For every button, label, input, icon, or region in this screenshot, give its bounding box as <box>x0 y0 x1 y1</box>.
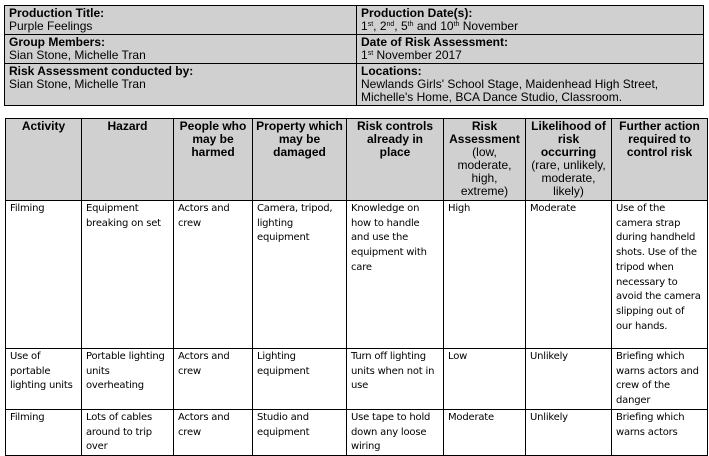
cell-further-action: Briefing which warns actors and crew of the danger <box>612 349 708 410</box>
assessment-date-value: 1st November 2017 <box>361 48 462 62</box>
cell-property: Lighting equipment <box>253 349 347 410</box>
cell-people: Actors and crew <box>174 201 253 349</box>
cell-hazard: Portable lighting units overheating <box>82 349 174 410</box>
conducted-by-cell <box>5 64 357 106</box>
cell-activity: Filming <box>6 409 82 455</box>
cell-activity: Use of portable lighting units <box>6 349 82 410</box>
cell-people: Actors and crew <box>174 409 253 455</box>
locations-line-2: Michelle's Home, BCA Dance Studio, Classroom. <box>361 90 623 104</box>
production-title-label: Production Title: <box>9 6 105 20</box>
conducted-by-value: Sian Stone, Michelle Tran <box>9 77 146 91</box>
production-title-cell <box>5 6 357 35</box>
cell-further-action: Use of the camera strap during handheld shots. Use of the tripod when necessary to avoid the camera slipping out of our hands. <box>612 201 708 349</box>
cell-controls: Knowledge on how to handle and use the equipment with care <box>347 201 444 349</box>
cell-assessment: Low <box>444 349 526 410</box>
header-likelihood: Likelihood of risk occurring (rare, unlikely, moderate, likely) <box>526 119 612 201</box>
production-dates-label: Production Date(s): <box>361 6 473 20</box>
group-members-cell <box>5 35 357 64</box>
cell-hazard: Equipment breaking on set <box>82 201 174 349</box>
group-members-value: Sian Stone, Michelle Tran <box>9 48 146 62</box>
cell-assessment: Moderate <box>444 409 526 455</box>
header-further-action: Further action required to control risk <box>612 119 708 201</box>
cell-controls: Turn off lighting units when not in use <box>347 349 444 410</box>
group-members-label: Group Members: <box>9 35 106 49</box>
cell-activity: Filming <box>6 201 82 349</box>
production-dates-value: 1st, 2nd, 5th and 10th November <box>361 19 519 33</box>
production-title-value: Purple Feelings <box>9 19 93 33</box>
cell-assessment: High <box>444 201 526 349</box>
cell-property: Camera, tripod, lighting equipment <box>253 201 347 349</box>
header-property-damaged: Property which may be damaged <box>253 119 347 201</box>
cell-controls: Use tape to hold down any loose wiring <box>347 409 444 455</box>
cell-people: Actors and crew <box>174 349 253 410</box>
conducted-by-label: Risk Assessment conducted by: <box>9 64 194 78</box>
cell-likelihood: Unlikely <box>526 409 612 455</box>
assessment-date-cell <box>357 35 704 64</box>
cell-property: Studio and equipment <box>253 409 347 455</box>
cell-likelihood: Moderate <box>526 201 612 349</box>
header-hazard: Hazard <box>82 119 174 201</box>
cell-likelihood: Unlikely <box>526 349 612 410</box>
header-people-harmed: People who may be harmed <box>174 119 253 201</box>
risk-assessment-table <box>5 118 708 456</box>
cell-hazard: Lots of cables around to trip over <box>82 409 174 455</box>
assessment-date-label: Date of Risk Assessment: <box>361 35 508 49</box>
header-activity: Activity <box>6 119 82 201</box>
production-dates-cell <box>357 6 704 35</box>
locations-cell <box>357 64 704 106</box>
production-info-table <box>4 5 704 106</box>
cell-further-action: Briefing which warns actors <box>612 409 708 455</box>
header-risk-assessment: Risk Assessment (low, moderate, high, extreme) <box>444 119 526 201</box>
header-risk-controls: Risk controls already in place <box>347 119 444 201</box>
table-row <box>6 409 708 455</box>
table-header-row <box>6 119 708 201</box>
table-row <box>6 201 708 349</box>
locations-label: Locations: <box>361 64 422 78</box>
locations-line-1: Newlands Girls' School Stage, Maidenhead High Street, <box>361 77 659 91</box>
table-row <box>6 349 708 410</box>
